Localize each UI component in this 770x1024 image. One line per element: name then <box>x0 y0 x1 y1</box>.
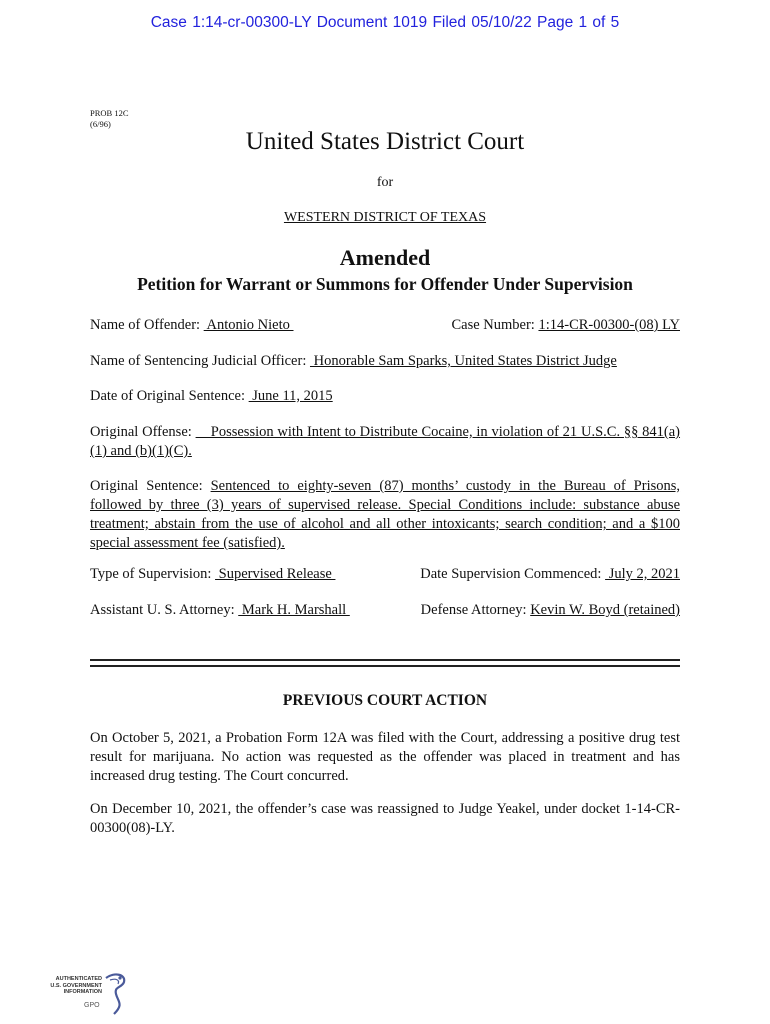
for-text: for <box>376 175 394 190</box>
sentence-date-field <box>90 388 333 405</box>
defense-label: Defense Attorney: <box>420 602 527 618</box>
supervision-commenced-label: Date Supervision Commenced: <box>420 566 602 582</box>
judge-label: Name of Sentencing Judicial Officer: <box>90 353 307 369</box>
sentence-date-label: Date of Original Sentence: <box>90 388 246 404</box>
gpo-logo-line: AUTHENTICATED <box>55 976 102 982</box>
offender-field <box>90 317 294 334</box>
sentence-value: Sentenced to eighty-seven (87) months’ custody in the Bureau of Prisons, followed by three (3) years of supervised release. Special Conditions include: substance abuse treatment; abstain from the use of alcohol and all other intoxicants; search condition; and a $100 special assessment fee (satisfied). <box>90 478 681 551</box>
gpo-abbr: GPO <box>84 1002 100 1009</box>
offender-value: Antonio Nieto <box>203 317 294 333</box>
supervision-commenced-field <box>420 566 680 583</box>
ausa-field <box>90 602 350 619</box>
judge-field <box>90 353 617 370</box>
ausa-value: Mark H. Marshall <box>238 602 350 618</box>
amended-title: Amended <box>339 245 431 270</box>
district-name: WESTERN DISTRICT OF TEXAS <box>283 210 487 225</box>
form-date: (6/96) <box>90 119 111 129</box>
gpo-authentication-logo <box>44 972 134 1016</box>
original-offense <box>90 423 680 461</box>
case-number-field <box>451 317 680 334</box>
double-rule-divider <box>90 659 680 667</box>
gpo-logo-line: INFORMATION <box>63 989 102 995</box>
defense-value: Kevin W. Boyd (retained) <box>530 602 680 618</box>
sentence-date-value: June 11, 2015 <box>248 388 333 404</box>
filing-stamp: Case 1:14-cr-00300-LY Document 1019 Filed 05/10/22 Page 1 of 5 <box>150 14 620 31</box>
eagle-icon <box>100 972 130 1016</box>
court-name: United States District Court <box>245 128 525 155</box>
form-number: PROB 12C <box>90 108 129 118</box>
supervision-type-value: Supervised Release <box>215 566 336 582</box>
supervision-type-field <box>90 566 335 583</box>
supervision-type-label: Type of Supervision: <box>90 566 212 582</box>
offense-label: Original Offense: <box>90 424 192 440</box>
supervision-commenced-value: July 2, 2021 <box>605 566 680 582</box>
gpo-logo-text <box>44 976 102 996</box>
section-heading: PREVIOUS COURT ACTION <box>282 692 488 709</box>
case-number-label: Case Number: <box>451 317 535 333</box>
gpo-logo-line: U.S. GOVERNMENT <box>50 982 102 989</box>
paragraph: On December 10, 2021, the offender’s case was reassigned to Judge Yeakel, under docket 1-14-CR-00300(08)-LY. <box>90 801 680 836</box>
case-number-value: 1:14-CR-00300-(08) LY <box>538 317 680 333</box>
sentence-label: Original Sentence: <box>90 478 203 494</box>
defense-field <box>421 602 680 619</box>
offender-label: Name of Offender: <box>90 317 201 333</box>
judge-value: Honorable Sam Sparks, United States District Judge <box>309 353 617 369</box>
ausa-label: Assistant U. S. Attorney: <box>90 602 235 618</box>
petition-title: Petition for Warrant or Summons for Offender Under Supervision <box>137 274 633 294</box>
form-code <box>90 108 129 130</box>
original-sentence <box>90 477 680 553</box>
paragraph: On October 5, 2021, a Probation Form 12A was filed with the Court, addressing a positive drug test result for marijuana. No action was requested as the offender was placed in treatment and has increased drug testing. The Court concurred. <box>90 730 680 784</box>
offense-value: Possession with Intent to Distribute Cocaine, in violation of 21 U.S.C. §§ 841(a)(1) and (b)(1)(C). <box>90 424 681 459</box>
